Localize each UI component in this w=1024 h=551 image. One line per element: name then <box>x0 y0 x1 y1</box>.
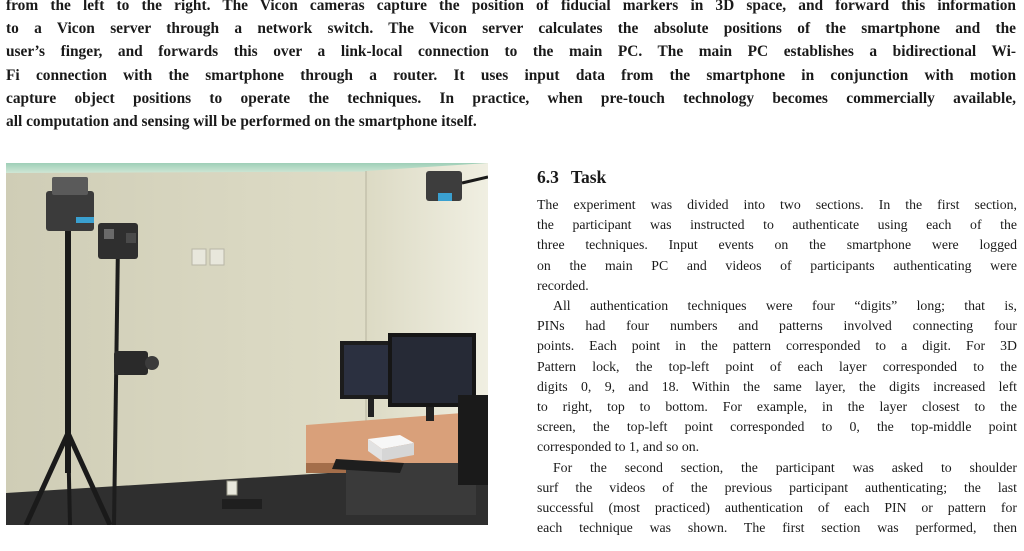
text-line: the participant was instructed to authenticate using each of the <box>537 217 1017 233</box>
text-line: recorded. <box>537 277 589 293</box>
text-line: digits 0, 9, and 18. Within the same layer, the digits increased left <box>537 378 1017 394</box>
text-line: PINs had four numbers and patterns involved connecting four <box>537 318 1017 334</box>
text-line: screen, the top-left point corresponded to 0, the top-middle point <box>537 419 1017 435</box>
paragraph-2 <box>537 296 1017 458</box>
text-line: each technique was shown. The first section was performed, then <box>537 520 1017 536</box>
text-line: three techniques. Input events on the smartphone were logged <box>537 237 1017 253</box>
text-line: successful (most practiced) authentication of each PIN or pattern for <box>537 500 1017 516</box>
text-line: The experiment was divided into two sections. In the first section, <box>537 197 1017 212</box>
lab-setup-photo <box>6 163 488 525</box>
text-line: points. Each point in the pattern corresponded to a digit. For 3D <box>537 338 1017 354</box>
section-title: Task <box>570 167 607 187</box>
caption-line: Fi connection with the smartphone through a router. It uses input data from the smartphone in conjunction with motion <box>6 66 1016 84</box>
section-number: 6.3 <box>537 167 559 187</box>
section-6-3 <box>537 166 1017 538</box>
text-line: corresponded to 1, and so on. <box>537 439 700 455</box>
text-line: All authentication techniques were four “digits” long; that is, <box>553 298 1017 314</box>
text-line: on the main PC and videos of participants authenticating were <box>537 257 1017 273</box>
paragraph-1 <box>537 195 1017 296</box>
caption-line: user’s finger, and forwards this over a link-local connection to the main PC. The main PC establishes a bidirectional Wi- <box>6 43 1016 61</box>
text-line: For the second section, the participant was asked to shoulder <box>553 459 1017 475</box>
caption-line: from the left to the right. The Vicon cameras capture the position of fiducial markers in 3D space, and forward this information <box>6 0 1016 14</box>
figure-caption <box>6 0 1016 133</box>
text-line: Pattern lock, the top-left point of each layer corresponded to the <box>537 358 1017 374</box>
section-heading <box>537 166 1017 188</box>
paragraph-3 <box>537 458 1017 539</box>
caption-line: capture object positions to operate the techniques. In practice, when pre-touch technology becomes commercially available, <box>6 89 1016 107</box>
text-line: surf the videos of the previous participant authenticating; the last <box>537 479 1017 495</box>
text-line: to right, top to bottom. For example, in the layer closest to the <box>537 399 1017 415</box>
caption-line: all computation and sensing will be performed on the smartphone itself. <box>6 113 477 131</box>
caption-line: to a Vicon server through a network switch. The Vicon server calculates the absolute positions of the smartphone and the <box>6 20 1016 38</box>
